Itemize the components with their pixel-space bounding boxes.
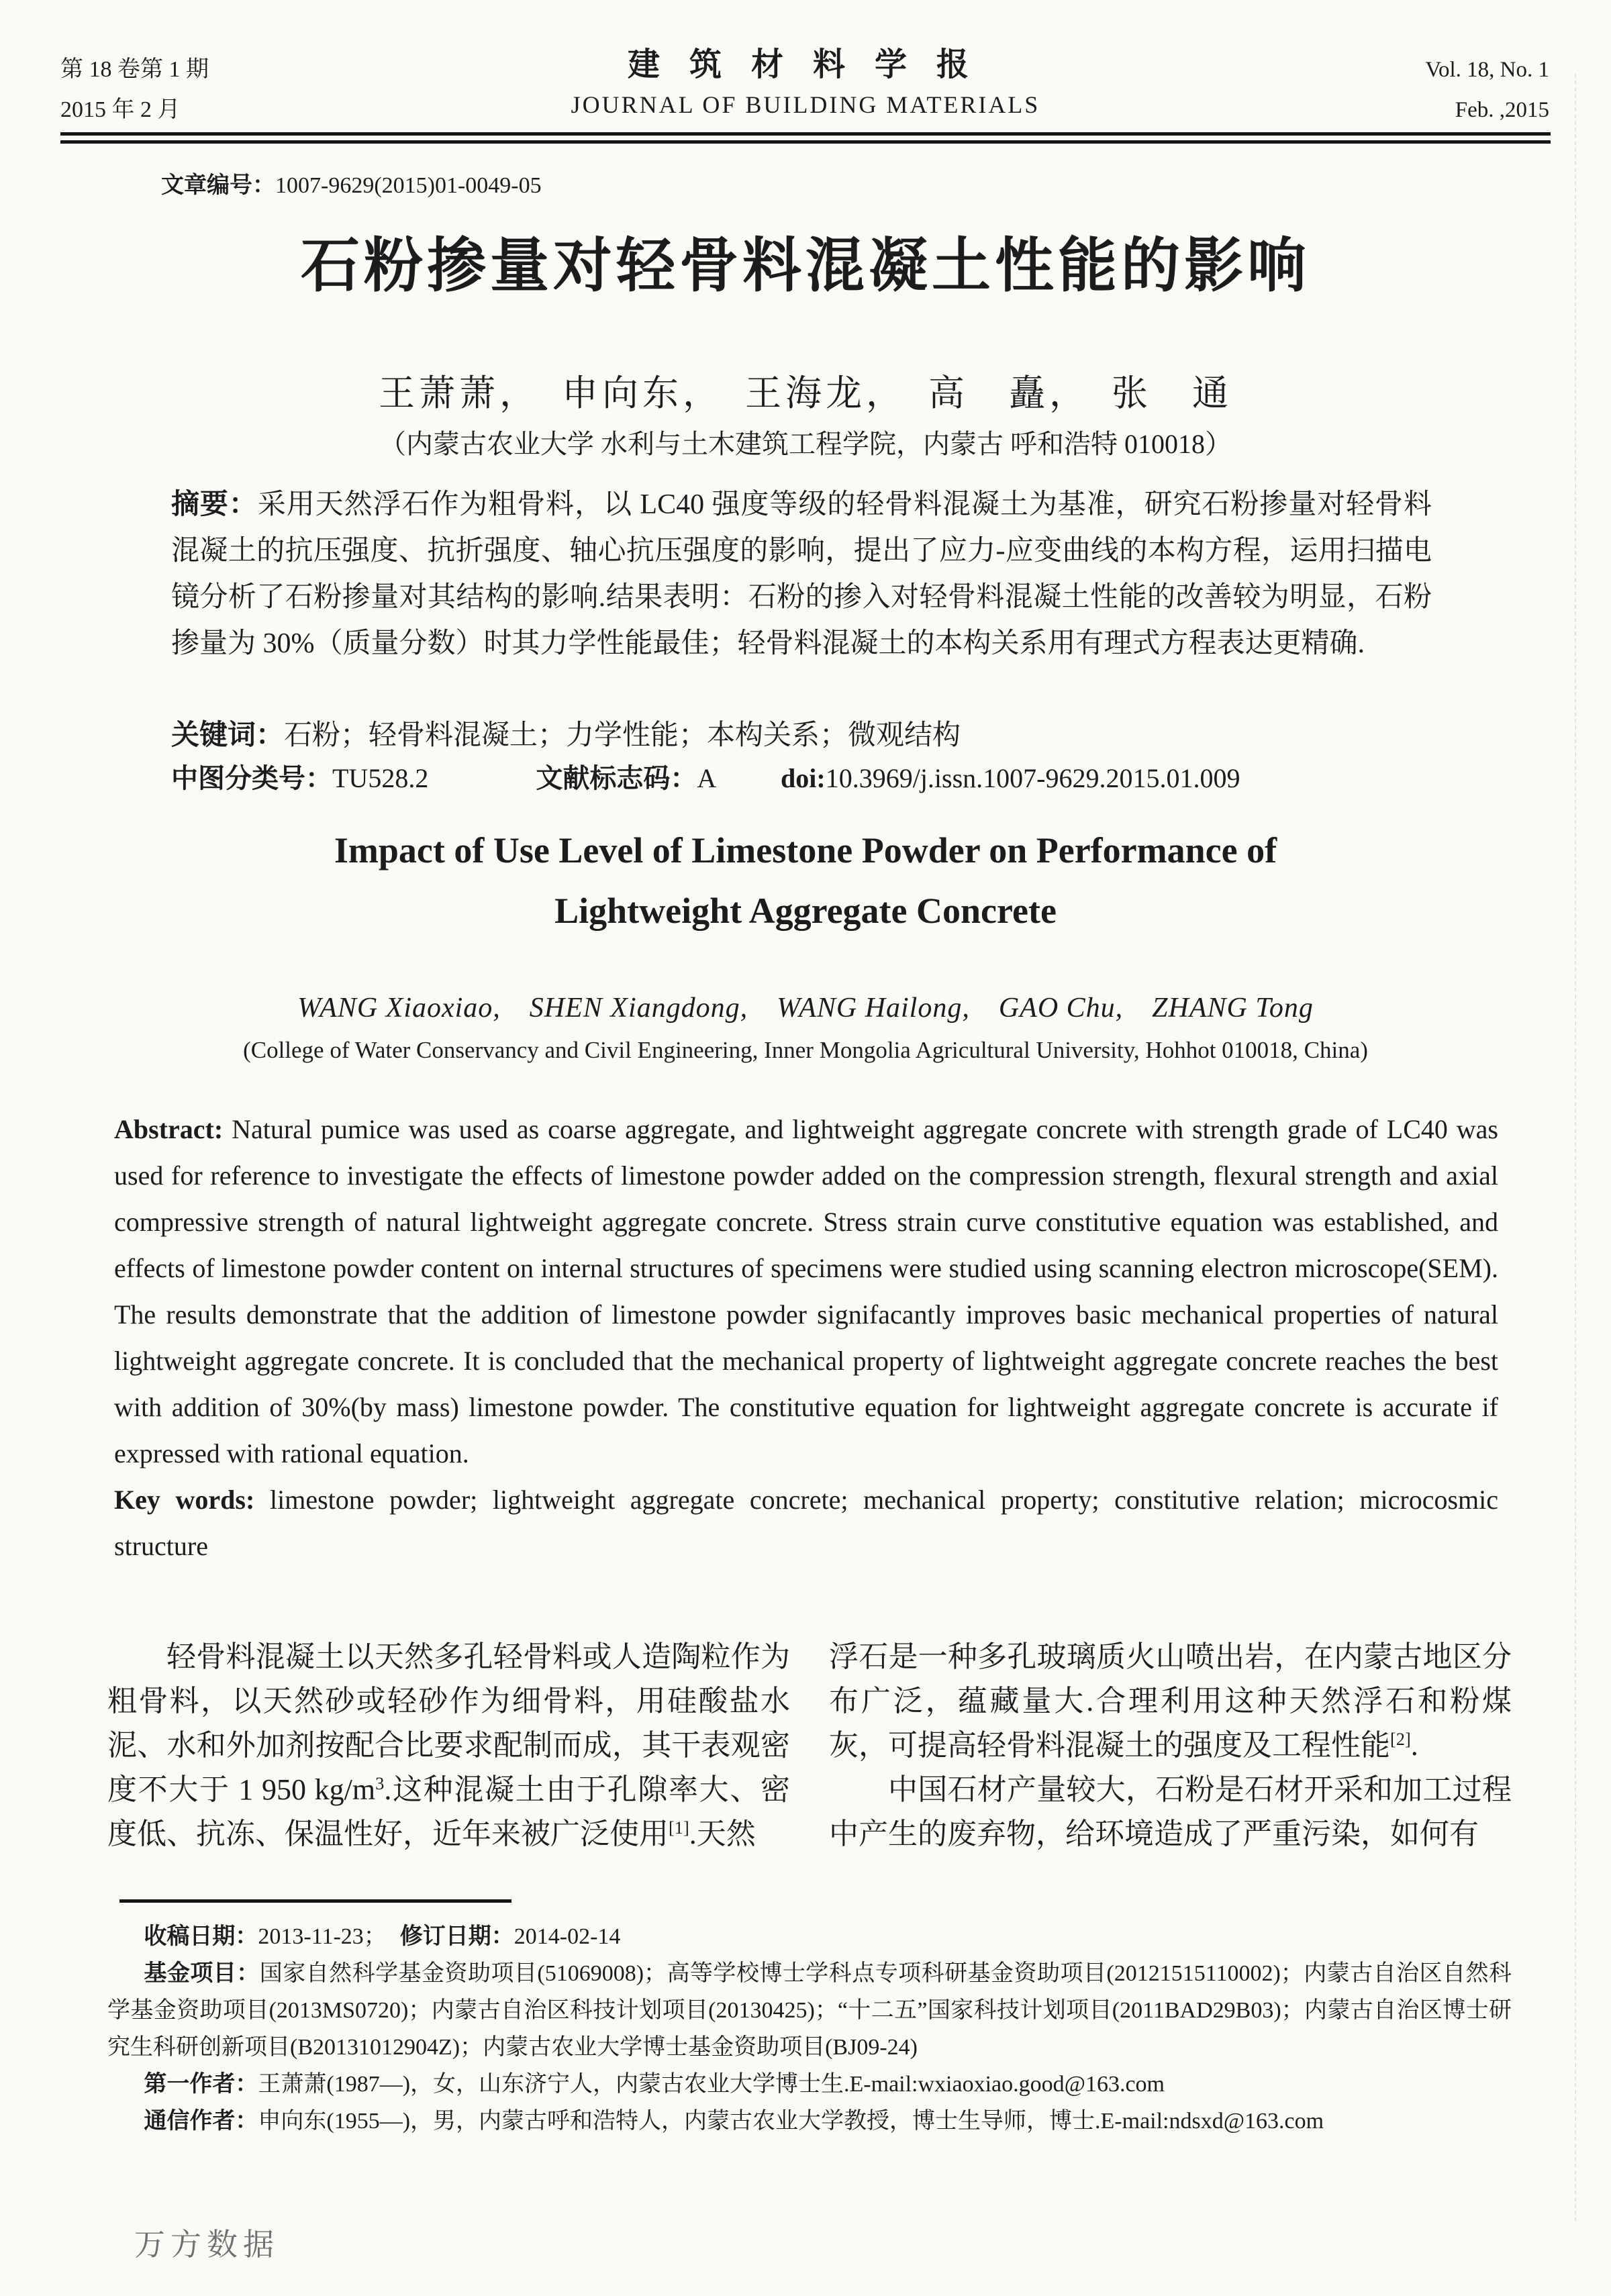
funding-text: 国家自然科学基金资助项目(51069008)；高等学校博士学科点专项科研基金资助项目(20121515110002)；内蒙古自治区自然科学基金资助项目(2013MS0720)；内蒙古自治区科技计划项目(20130425)；“十二五”国家科技计划项目(2011BAD29B03)；内蒙古自治区博士研究生科研创新项目(B20131012904Z)；内蒙古农业大学博士基金资助项目(BJ09-24)	[107, 1961, 1512, 2060]
doc-code-label: 文献标志码：	[536, 764, 697, 793]
article-number-label: 文章编号：	[161, 172, 275, 198]
affiliation-en: (College of Water Conservancy and Civil Engineering, Inner Mongolia Agricultural University, Hohhot 010018, China)	[243, 1037, 1368, 1063]
footnote-funding	[107, 1955, 1512, 2066]
revised-date-label: 修订日期：	[399, 1924, 514, 1949]
body-text: 浮石是一种多孔玻璃质火山喷出岩，在内蒙古地区分布广泛，蕴藏量大.合理利用这种天然浮石和粉煤灰，可提高轻骨料混凝土的强度及工程性能	[829, 1640, 1512, 1762]
wanfang-watermark: 万方数据	[134, 2228, 279, 2262]
body-paragraph-1	[107, 1635, 790, 1856]
footnote-dates	[107, 1918, 1512, 1955]
body-column-right	[829, 1635, 1512, 1856]
body-paragraph-1-continued	[829, 1635, 1512, 1768]
corresponding-author-text: 申向东(1955—)，男，内蒙古呼和浩特人，内蒙古农业大学教授，博士生导师，博士.E-mail:ndsxd@163.com	[258, 2109, 1324, 2134]
issue-date-en: Feb. ,2015	[1455, 98, 1549, 122]
authors-cn: 王萧萧， 申向东， 王海龙， 高 矗， 张 通	[379, 373, 1232, 413]
header-divider	[60, 132, 1551, 144]
scan-artifact	[1575, 74, 1576, 2222]
issue-volume-cn: 第 18 卷第 1 期	[60, 57, 209, 82]
exponent: 3	[375, 1773, 385, 1794]
funding-label: 基金项目：	[144, 1960, 260, 1986]
authors-en: WANG Xiaoxiao, SHEN Xiangdong, WANG Hailong, GAO Chu, ZHANG Tong	[297, 993, 1314, 1024]
abstract-en-text: Natural pumice was used as coarse aggregate, and lightweight aggregate concrete with strength grade of LC40 was used for reference to investigate the effects of limestone powder added on the compression strength, flexural strength and axial compressive strength of natural lightweight aggregate concrete. Stress strain curve constitutive equation was established, and effects of limestone powder content on internal structures of specimens were studied using scanning electron microscope(SEM). The results demonstrate that the addition of limestone powder signifacantly improves basic mechanical properties of natural lightweight aggregate concrete. It is concluded that the mechanical property of lightweight aggregate concrete reaches the best with addition of 30%(by mass) limestone powder. The constitutive equation for lightweight aggregate concrete is accurate if expressed with rational equation.	[114, 1114, 1498, 1468]
body-text: 轻骨料混凝土以天然多孔轻骨料或人造陶粒作为粗骨料，以天然砂或轻砂作为细骨料，用硅酸盐水泥、水和外加剂按配合比要求配制而成，其干表观密度不大于 1 950 kg/m	[107, 1640, 790, 1806]
doi-label: doi:	[781, 763, 826, 793]
abstract-en-paragraph	[114, 1106, 1498, 1477]
article-number-value: 1007-9629(2015)01-0049-05	[275, 173, 542, 198]
abstract-cn	[171, 481, 1432, 667]
article-title-en	[0, 820, 1611, 941]
keywords-en-text: limestone powder; lightweight aggregate concrete; mechanical property; constitutive relation; microcosmic structure	[114, 1485, 1499, 1561]
classification-row	[171, 757, 1432, 795]
keywords-en	[114, 1477, 1498, 1569]
reference-marker: [2]	[1390, 1729, 1411, 1750]
abstract-en	[114, 1106, 1498, 1569]
article-title-en-line1: Impact of Use Level of Limestone Powder on Performance of	[334, 830, 1277, 870]
journal-title-block	[0, 44, 1611, 123]
journal-volume-block	[1425, 50, 1549, 130]
article-number	[161, 166, 542, 199]
clc-label: 中图分类号：	[171, 764, 332, 793]
body-text: .	[1410, 1729, 1418, 1762]
first-author-text: 王萧萧(1987—)，女，山东济宁人，内蒙古农业大学博士生.E-mail:wxiaoxiao.good@163.com	[258, 2072, 1165, 2097]
abstract-cn-label: 摘要：	[171, 488, 258, 519]
body-text: .天然	[689, 1817, 756, 1850]
affiliation-cn: （内蒙古农业大学 水利与土木建筑工程学院，内蒙古 呼和浩特 010018）	[379, 429, 1232, 459]
abstract-en-label: Abstract:	[114, 1114, 224, 1144]
doc-code-value: A	[697, 763, 716, 793]
keywords-cn-text: 石粉；轻骨料混凝土；力学性能；本构关系；微观结构	[284, 720, 961, 751]
abstract-cn-text: 采用天然浮石作为粗骨料，以 LC40 强度等级的轻骨料混凝土为基准，研究石粉掺量对轻骨料混凝土的抗压强度、抗折强度、轴心抗压强度的影响，提出了应力-应变曲线的本构方程，运用扫描电镜分析了石粉掺量对其结构的影响.结果表明：石粉的掺入对轻骨料混凝土性能的改善较为明显，石粉掺量为 30%（质量分数）时其力学性能最佳；轻骨料混凝土的本构关系用有理式方程表达更精确.	[171, 489, 1432, 659]
first-author-label: 第一作者：	[144, 2071, 258, 2097]
received-date: 2013-11-23；	[258, 1924, 387, 1949]
footnote-first-author	[107, 2066, 1512, 2103]
corresponding-author-label: 通信作者：	[144, 2108, 258, 2134]
keywords-cn	[171, 713, 1432, 753]
volume-en: Vol. 18, No. 1	[1425, 58, 1549, 82]
keywords-en-label: Key words:	[114, 1485, 255, 1515]
journal-title-en: JOURNAL OF BUILDING MATERIALS	[571, 91, 1040, 118]
clc-value: TU528.2	[332, 763, 429, 793]
issue-date-cn: 2015 年 2 月	[60, 97, 181, 122]
doi-value: 10.3969/j.issn.1007-9629.2015.01.009	[825, 763, 1240, 793]
body-paragraph-2: 中国石材产量较大，石粉是石材开采和加工过程中产生的废弃物，给环境造成了严重污染，如何有	[829, 1773, 1512, 1850]
revised-date: 2014-02-14	[514, 1924, 621, 1949]
keywords-cn-label: 关键词：	[171, 719, 285, 750]
body-columns	[107, 1635, 1512, 1856]
footnotes	[107, 1918, 1512, 2140]
body-text: .这种混凝土由于孔隙率大、密度低、抗冻、保温性好，近年来被广泛使用	[107, 1773, 791, 1850]
received-date-label: 收稿日期：	[144, 1924, 258, 1949]
footnote-corresponding-author	[107, 2103, 1512, 2140]
footnote-divider	[119, 1899, 511, 1903]
journal-title-cn: 建筑材料学报	[627, 47, 998, 83]
reference-marker: [1]	[669, 1817, 689, 1838]
article-title-cn: 石粉掺量对轻骨料混凝土性能的影响	[300, 232, 1310, 299]
article-title-en-line2: Lightweight Aggregate Concrete	[554, 891, 1057, 931]
body-column-left	[107, 1635, 790, 1856]
